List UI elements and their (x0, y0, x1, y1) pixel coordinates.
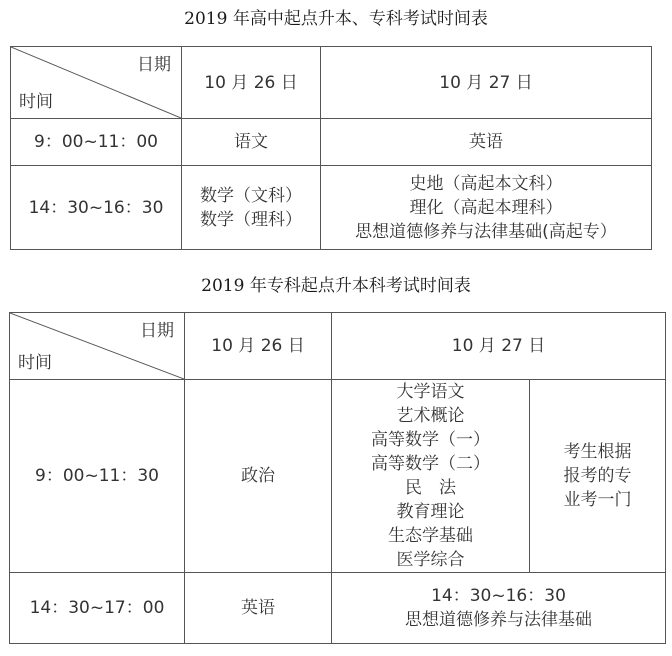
subject: 史地（高起本文科） (409, 173, 563, 194)
header-diagonal-cell (10, 313, 185, 380)
subject-cell (182, 166, 321, 250)
subject: 高等数学（二） (371, 454, 490, 474)
day1-header: 10 月 26 日 (182, 47, 321, 119)
day2-header: 10 月 27 日 (332, 313, 666, 380)
subject: 政治 (241, 466, 275, 486)
subject-list-cell (332, 380, 530, 573)
subject: 教育理论 (396, 502, 465, 522)
subject: 语文 (234, 132, 268, 152)
subject: 思想道德修养与法律基础(高起专） (355, 221, 617, 242)
subject-cell (321, 166, 652, 250)
day2-header: 10 月 27 日 (321, 47, 652, 119)
subject: 生态学基础 (388, 526, 473, 546)
note-line: 报考的专 (563, 466, 632, 486)
sub-time: 14：30~16：30 (431, 586, 566, 606)
date-header-label: 日期 (137, 55, 171, 75)
exam-note-cell (530, 380, 666, 573)
time-slot: 9：00~11：30 (10, 380, 185, 573)
subject: 数学（理科） (200, 209, 302, 230)
subject-cell (182, 119, 321, 166)
subject: 数学（文科） (200, 185, 302, 206)
subject: 英语 (241, 598, 275, 618)
date-header-label: 日期 (140, 321, 174, 341)
subject-cell (332, 573, 666, 644)
time-header-label: 时间 (18, 353, 52, 373)
day1-header: 10 月 26 日 (185, 313, 332, 380)
schedule-table-1 (10, 46, 652, 250)
subject: 医学综合 (396, 550, 465, 570)
subject-cell (321, 119, 652, 166)
subject: 思想道德修养与法律基础 (405, 610, 592, 630)
subject: 英语 (469, 132, 503, 152)
subject: 大学语文 (396, 382, 465, 402)
subject: 艺术概论 (396, 406, 465, 426)
time-slot: 14：30~17：00 (10, 573, 185, 644)
time-slot: 14：30~16：30 (11, 166, 182, 250)
table2-title: 2019 年专科起点升本科考试时间表 (201, 276, 471, 296)
header-diagonal-cell (11, 47, 182, 119)
schedule-table-2 (9, 312, 666, 644)
note-line: 考生根据 (563, 442, 632, 462)
time-header-label: 时间 (19, 92, 53, 112)
subject-cell (185, 380, 332, 573)
note-line: 业考一门 (563, 490, 632, 510)
table1-title: 2019 年高中起点升本、专科考试时间表 (184, 9, 488, 29)
subject: 高等数学（一） (371, 430, 490, 450)
subject: 理化（高起本理科） (409, 197, 563, 218)
subject-cell (185, 573, 332, 644)
subject: 民 法 (405, 478, 456, 498)
time-slot: 9：00~11：00 (11, 119, 182, 166)
